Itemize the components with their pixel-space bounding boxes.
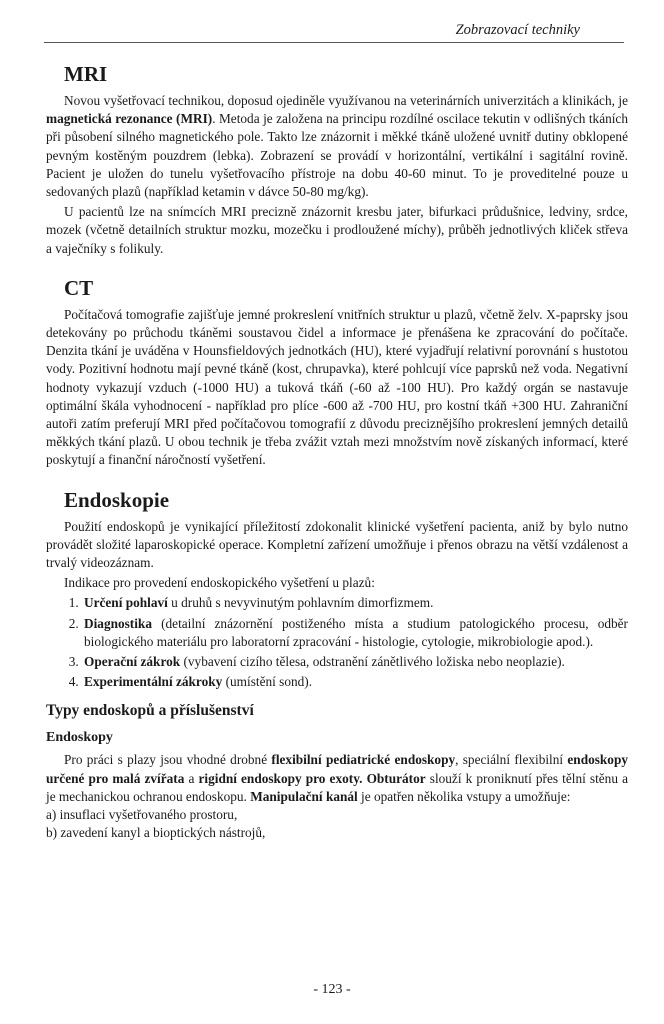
list-item: 1. Určení pohlaví u druhů s nevyvinutým pohlavním dimorfizmem. [82,594,628,612]
subsubsection-heading-endoskopy: Endoskopy [46,730,113,746]
endo-paragraph-3: Pro práci s plazy jsou vhodné drobné flexibilní pediatrické endoskopy, speciální flexibilní endoskopy určené pro malá zvířata a rigidní endoskopy pro exoty. Obturátor slouží k proniknutí přes tělní stěnu a je mechanickou ochranou endoskopu. Manipulační kanál je opatřen několika vstupy a umožňuje: [46,752,628,804]
section-heading-mri: MRI [64,62,108,86]
page-number: - 123 - [313,982,351,997]
page-content [46,62,628,843]
manipulation-item-b: b) zavedení kanyl a bioptických nástrojů, [46,825,266,841]
list-item: 4. Experimentální zákroky (umístění sond). [82,673,628,691]
ct-paragraph-1: Počítačová tomografie zajišťuje jemné prokreslení vnitřních struktur u plazů, včetně želv. X-paprsky jsou detekovány po průchodu tkáněmi soustavou čidel a informace je přenášena ke zpracování do počítače. Denzita tkání je uváděna v Hounsfieldových jednotkách (HU), které vyjadřují relativní porovnání s hustotou vody. Pozitivní hodnotu mají pevné tkáně (kost, chrupavka), které pohlcují více paprsků než voda. Negativní hodnoty vykazují vzduch (-1000 HU) a tuková tkáň (-60 až -100 HU). Pro každý orgán se nastavuje optimální škála vyhodnocení - například pro plíce -600 až -700 HU, pro kostní tkáň +300 HU. Zahraniční autoři zatím preferují MRI před počítačovou tomografií z důvodu preciznějšího prokreslení jemných detailů měkkých tkání plazů. U obou technik je třeba zvážit vztah mezi množstvím nově získaných informací, které poskytují a finanční náročností vyšetření. [46,306,628,468]
endo-paragraph-1: Použití endoskopů je vynikající příležitostí zdokonalit klinické vyšetření pacienta, aniž by bylo nutno provádět složité laparoskopické operace. Kompletní zařízení umožňuje i přenos obrazu na větší vzdálenost a trvalý videozáznam. [46,518,628,571]
section-heading-ct: CT [64,275,94,300]
mri-paragraph-1: Novou vyšetřovací technikou, doposud ojediněle využívanou na veterinárních univerzitách a klinikách, je magnetická rezonance (MRI). Metoda je založena na principu rozdílné oscilace tekutin v odlišných tkáních při působení silného magnetického pole. Takto lze znázornit i měkké tkáně uložené uvnitř dutiny obklopené pevným kostěným pouzdrem (lebka). Zobrazení se provádí v horizontální, vertikální i sagitální rovině. Pacient je uložen do tunelu vyšetřovacího přístroje na dobu 40-60 minut. To je proveditelné pouze u sedovaných plazů (například ketamin v dávce 50-80 mg/kg). [46,93,628,200]
endo-paragraph-2: Indikace pro provedení endoskopického vyšetření u plazů: [64,575,375,591]
section-heading-endoskopie: Endoskopie [64,487,170,512]
running-header: Zobrazovací techniky [44,22,624,43]
manipulation-item-a: a) insuflaci vyšetřovaného prostoru, [46,807,238,823]
list-item: 2. Diagnostika (detailní znázornění postiženého místa a studium patologického procesu, odběr biologického materiálu pro laboratorní zpracování - histologie, cytologie, mikrobiologie apod.). [82,615,628,651]
mri-paragraph-2: U pacientů lze na snímcích MRI precizně znázornit kresbu jater, bifurkaci průdušnice, ledviny, srdce, mozek (včetně detailních struktur mozku, mozečku i prodloužené míchy), průběh jednotlivých kliček střeva a vaječníky s folikuly. [46,204,628,256]
indication-list [46,594,628,691]
list-item: 3. Operační zákrok (vybavení cizího tělesa, odstranění zánětlivého ložiska nebo neoplazie). [82,653,628,671]
subsection-heading-types: Typy endoskopů a příslušenství [46,702,254,720]
